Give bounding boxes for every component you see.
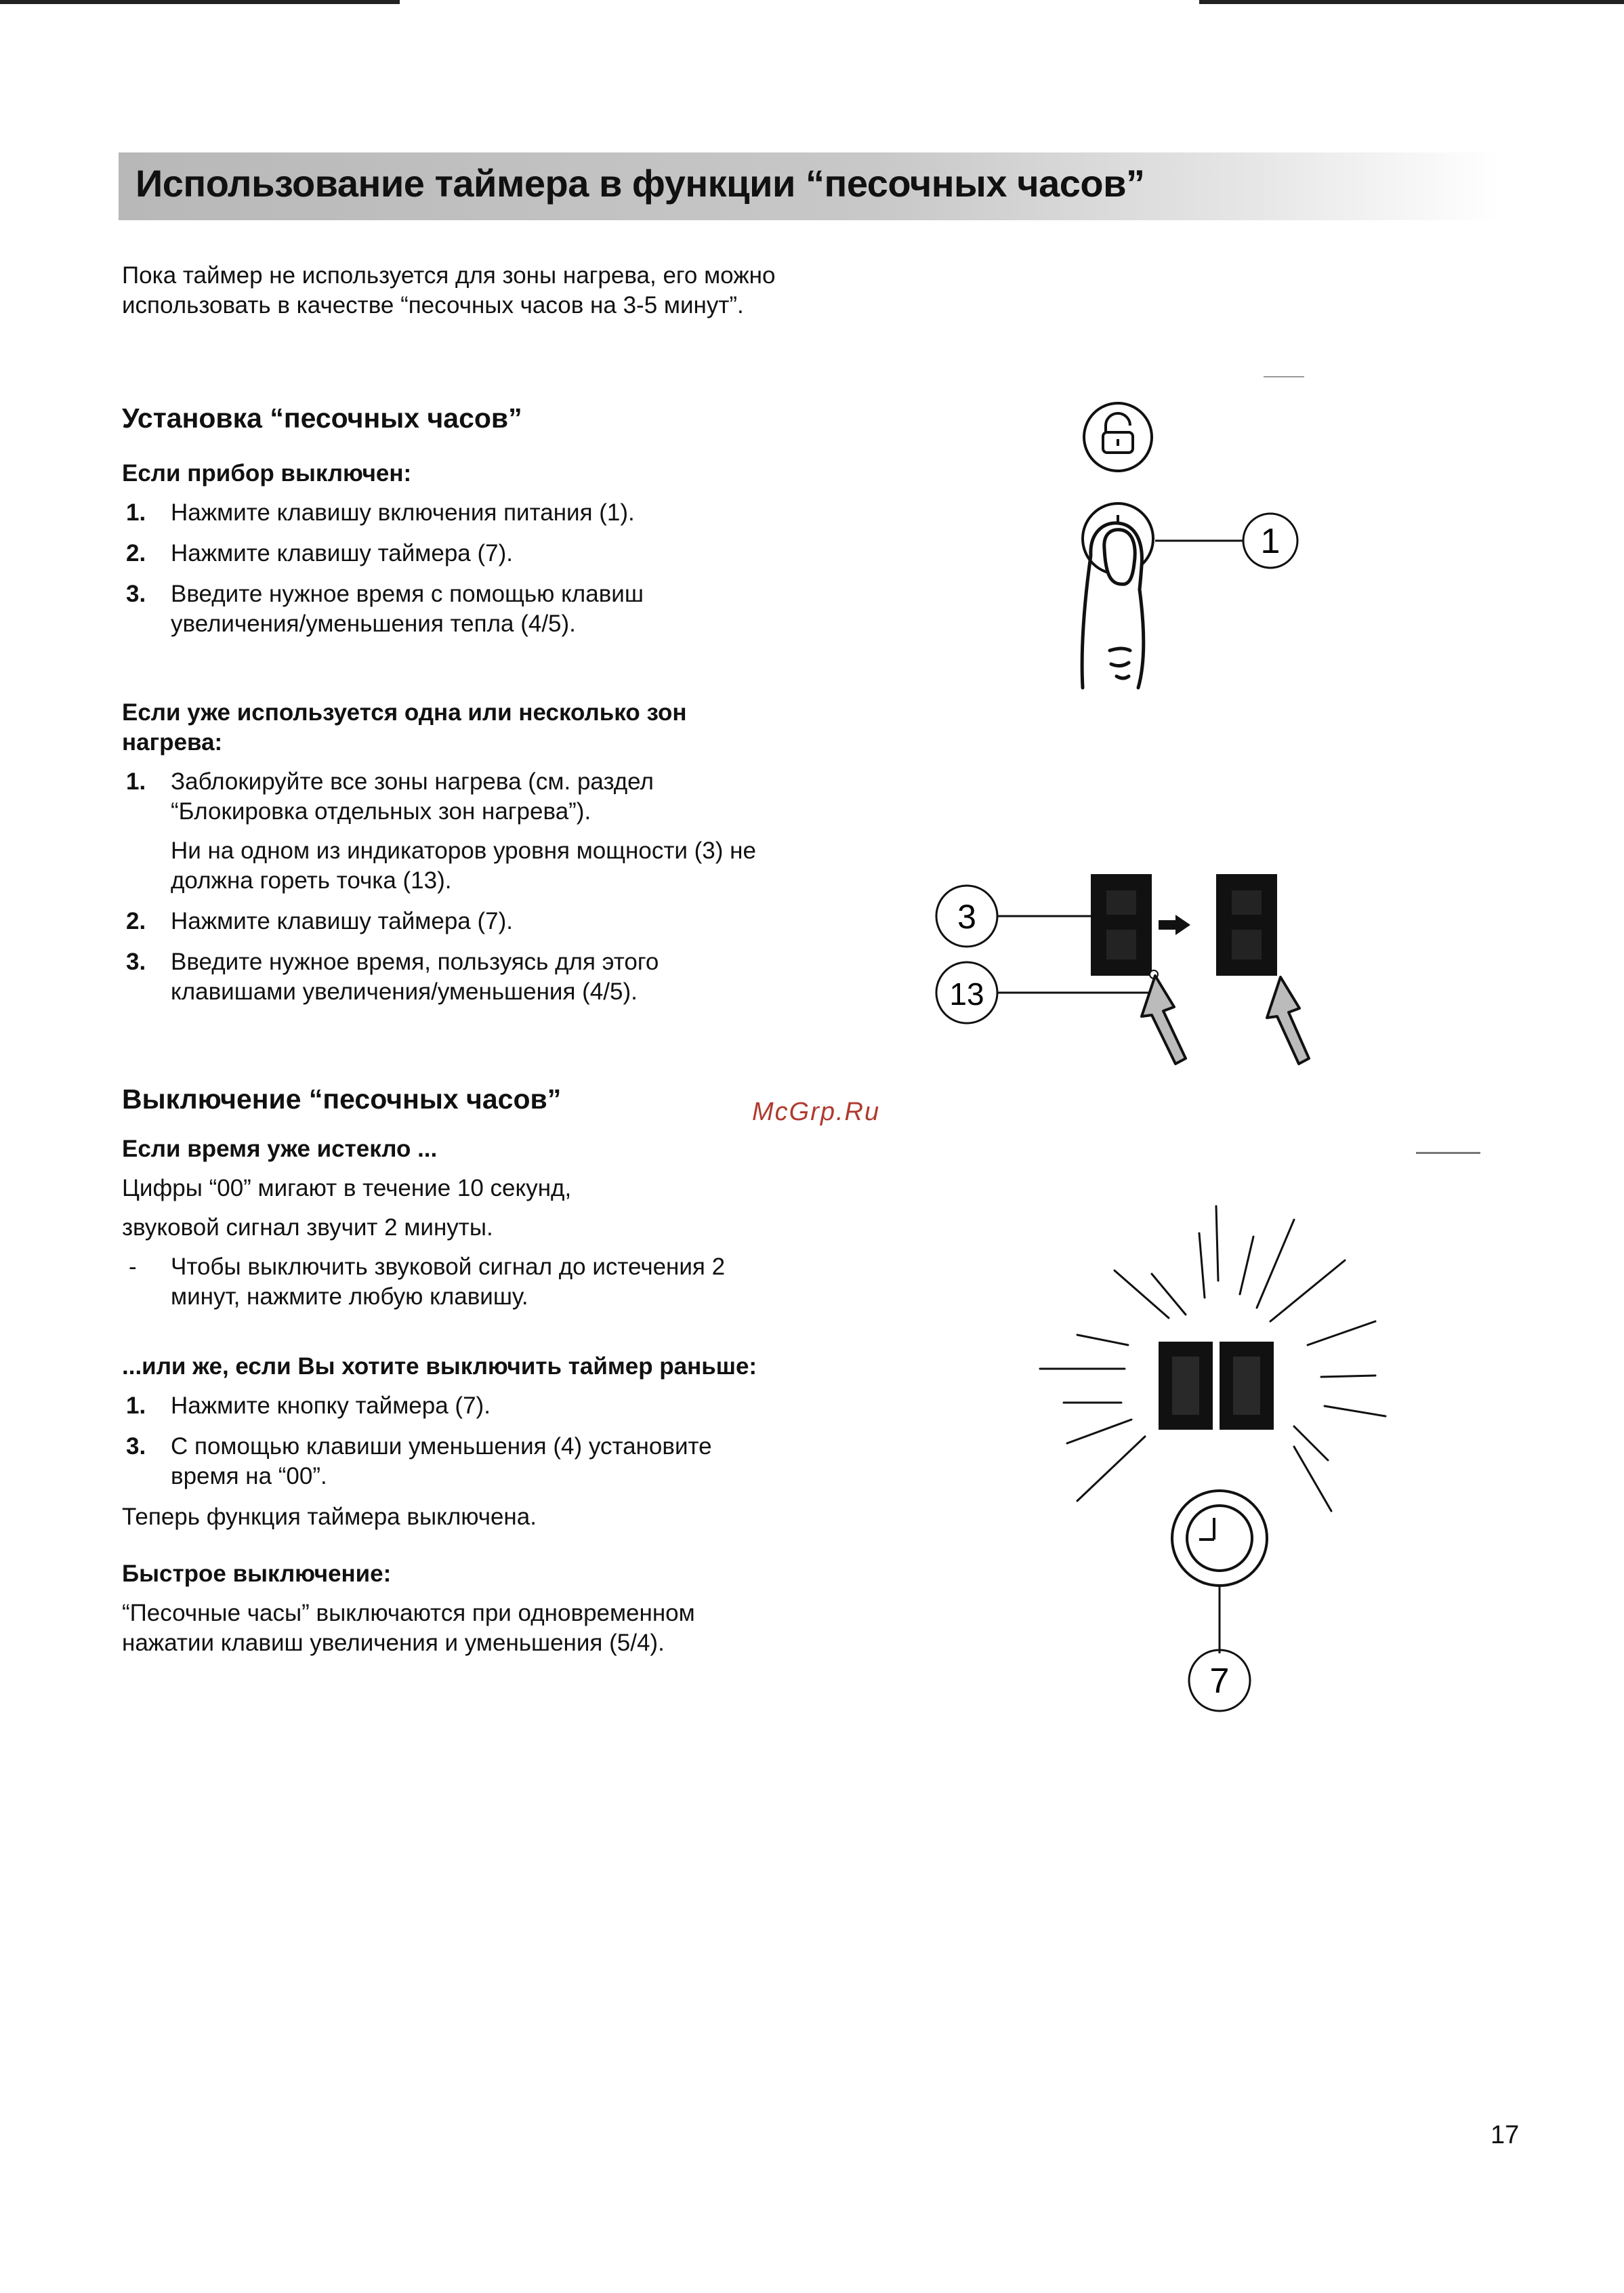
timer-display-00 bbox=[1159, 1342, 1274, 1430]
list-item bbox=[122, 498, 783, 528]
step-text: Введите нужное время, пользуясь для этого клавишами увеличения/уменьшения (4/5). bbox=[171, 949, 659, 1005]
list-item bbox=[122, 1252, 783, 1312]
top-rule-left bbox=[0, 0, 400, 4]
dash-bullet: - bbox=[129, 1254, 137, 1280]
expired-heading: Если время уже истекло ... bbox=[122, 1136, 438, 1162]
seven-segment-digit-left bbox=[1091, 874, 1158, 978]
timer-key-icon bbox=[1172, 1491, 1267, 1586]
setup-in-use-heading: Если уже используется одна или несколько зон нагрева: bbox=[122, 699, 687, 756]
finger-icon bbox=[1082, 523, 1144, 688]
step-number: 3. bbox=[126, 581, 146, 607]
quick-heading: Быстрое выключение: bbox=[122, 1561, 392, 1587]
step-number: 1. bbox=[126, 499, 146, 526]
step-number: 2. bbox=[126, 908, 146, 934]
step-number: 3. bbox=[126, 949, 146, 975]
step-text: С помощью клавиши уменьшения (4) установите время на “00”. bbox=[171, 1433, 712, 1489]
figure-timer-blink bbox=[1037, 1199, 1389, 1721]
expired-line-2: звуковой сигнал звучит 2 минуты. bbox=[122, 1214, 493, 1241]
callout-label: 1 bbox=[1260, 522, 1281, 561]
list-item bbox=[122, 539, 783, 569]
setup-in-use-steps bbox=[122, 767, 783, 1007]
list-item bbox=[122, 947, 783, 1007]
expired-line-1: Цифры “00” мигают в течение 10 секунд, bbox=[122, 1175, 572, 1201]
step-text: Нажмите кнопку таймера (7). bbox=[171, 1392, 491, 1419]
switch-off-earlier-section bbox=[122, 1352, 783, 1658]
lock-icon bbox=[1084, 403, 1152, 471]
watermark: McGrp.Ru bbox=[752, 1098, 881, 1126]
setup-in-use-section bbox=[122, 698, 783, 1018]
intro-block bbox=[122, 261, 783, 321]
step-number: 1. bbox=[126, 1392, 146, 1419]
step-text: Заблокируйте все зоны нагрева (см. раздел “Блокировка отдельных зон нагрева”). bbox=[171, 768, 654, 825]
setup-off-heading: Если прибор выключен: bbox=[122, 460, 412, 487]
earlier-steps bbox=[122, 1391, 783, 1491]
step-note: Ни на одном из индикаторов уровня мощности (3) не должна гореть точка (13). bbox=[171, 838, 756, 894]
page-title: Использование таймера в функции “песочных часов” bbox=[136, 162, 1145, 205]
arrow-right-icon bbox=[1159, 915, 1190, 935]
step-number: 3. bbox=[126, 1433, 146, 1460]
scan-mark bbox=[1416, 1152, 1480, 1154]
setup-heading: Установка “песочных часов” bbox=[122, 402, 522, 434]
figure-power-key bbox=[1043, 379, 1328, 698]
setup-section bbox=[122, 403, 783, 650]
step-text: Введите нужное время с помощью клавиш увеличения/уменьшения тепла (4/5). bbox=[171, 581, 644, 637]
list-item bbox=[122, 1432, 783, 1491]
list-item bbox=[122, 1391, 783, 1421]
callout-label: 3 bbox=[957, 898, 976, 936]
pointer-arrow-icon bbox=[1267, 977, 1309, 1064]
step-text: Нажмите клавишу таймера (7). bbox=[171, 908, 513, 934]
list-item bbox=[122, 907, 783, 936]
switch-off-section bbox=[122, 1084, 783, 1312]
list-item bbox=[122, 579, 783, 639]
scan-mark bbox=[1264, 376, 1304, 377]
callout-label: 13 bbox=[949, 976, 984, 1012]
pointer-arrow-icon bbox=[1142, 976, 1186, 1064]
seven-segment-digit-right bbox=[1216, 874, 1277, 976]
page-number: 17 bbox=[1491, 2121, 1520, 2149]
setup-off-steps bbox=[122, 498, 783, 639]
quick-text: “Песочные часы” выключаются при одновременном нажатии клавиш увеличения и уменьшения (5/4). bbox=[122, 1600, 695, 1656]
step-text: Нажмите клавишу таймера (7). bbox=[171, 540, 513, 566]
step-number: 2. bbox=[126, 540, 146, 566]
top-rule-right bbox=[1199, 0, 1624, 4]
figure-power-display bbox=[925, 861, 1358, 1091]
step-number: 1. bbox=[126, 768, 146, 795]
list-item bbox=[122, 767, 783, 896]
dash-text: Чтобы выключить звуковой сигнал до истечения 2 минут, нажмите любую клавишу. bbox=[171, 1254, 726, 1310]
switch-off-heading: Выключение “песочных часов” bbox=[122, 1083, 562, 1115]
step-text: Нажмите клавишу включения питания (1). bbox=[171, 499, 635, 526]
earlier-after-text: Теперь функция таймера выключена. bbox=[122, 1504, 537, 1530]
earlier-heading: ...или же, если Вы хотите выключить таймер раньше: bbox=[122, 1353, 757, 1380]
callout-label: 7 bbox=[1209, 1661, 1230, 1701]
intro-text: Пока таймер не используется для зоны нагрева, его можно использовать в качестве “песочных часов на 3-5 минут”. bbox=[122, 262, 776, 318]
